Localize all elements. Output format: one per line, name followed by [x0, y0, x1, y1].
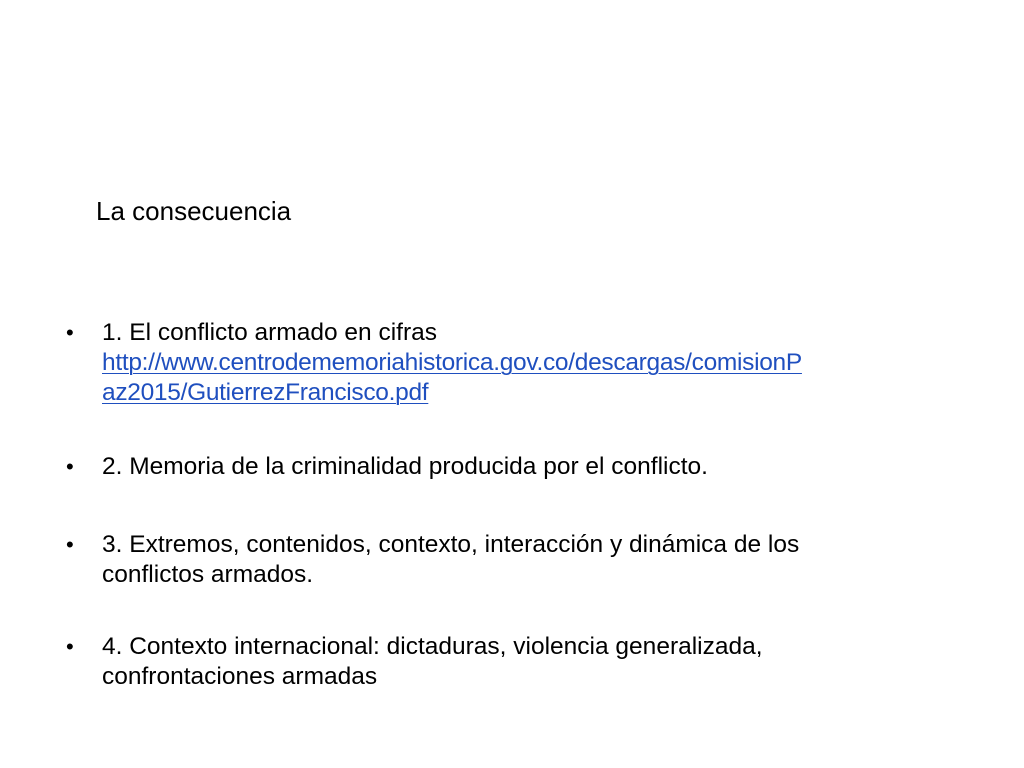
bullet-text: conflictos armados. [102, 561, 314, 588]
bullet-dot-icon: • [66, 454, 74, 479]
bullet-text: 2. Memoria de la criminalidad producida por el conflicto. [102, 453, 708, 480]
bullet-text: 4. Contexto internacional: dictaduras, violencia generalizada, [102, 633, 763, 660]
bullet-dot-icon: • [66, 532, 74, 557]
bullet-body [102, 318, 970, 408]
bullet-text: confrontaciones armadas [102, 663, 378, 690]
bullet-dot-icon: • [66, 634, 74, 659]
bullet-text: 1. El conflicto armado en cifras [102, 319, 437, 346]
reference-link-line-1[interactable]: http://www.centrodememoriahistorica.gov.co/descargas/comisionP [102, 349, 802, 376]
bullet-body [102, 632, 970, 692]
bullet-dot-icon: • [66, 320, 74, 345]
slide-title: La consecuencia [96, 196, 292, 226]
bullet-text: 3. Extremos, contenidos, contexto, interacción y dinámica de los [102, 531, 800, 558]
reference-link-line-2[interactable]: az2015/GutierrezFrancisco.pdf [102, 379, 429, 406]
bullet-body [102, 452, 970, 482]
bullet-body [102, 530, 970, 590]
